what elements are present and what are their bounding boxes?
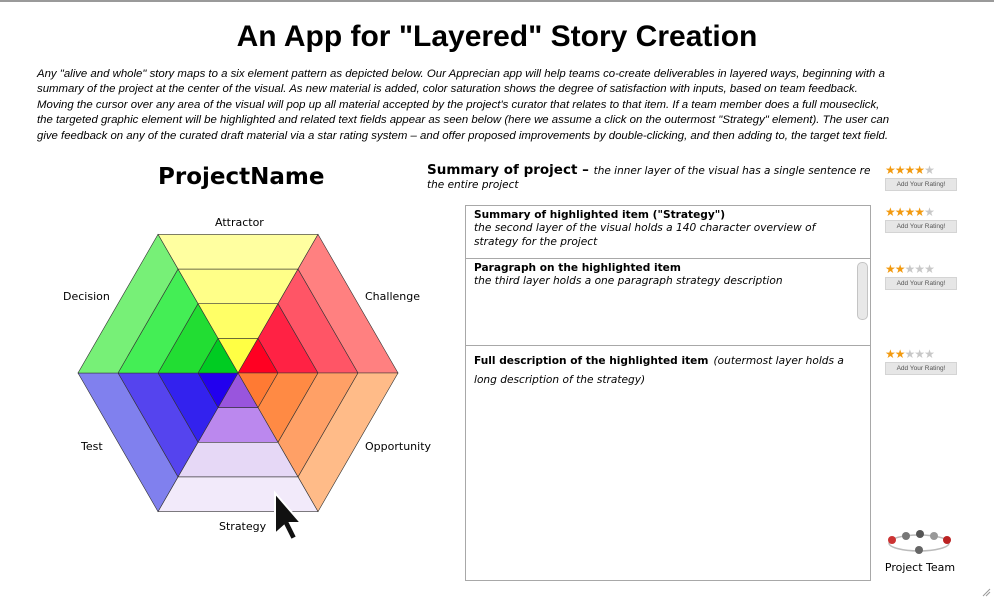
intro-line: the targeted graphic element will be highlighted and related text fields appear as seen below (here we assume a click on the outermost "Strategy" element). The user can [37, 114, 890, 127]
star-icon[interactable]: ★ [904, 205, 915, 219]
field-text: (outermost layer holds a long description of the strategy) [474, 355, 844, 386]
star-icon[interactable]: ★ [885, 163, 895, 177]
add-rating-button[interactable]: Add Your Rating! [885, 178, 957, 191]
star-icon[interactable]: ★ [904, 163, 915, 177]
star-icon[interactable]: ★ [904, 347, 915, 361]
star-icon[interactable]: ★ [894, 347, 905, 361]
summary-dash: – [577, 162, 594, 178]
rating-widget[interactable] [885, 206, 957, 232]
scrollbar[interactable] [857, 262, 868, 320]
attractor-layer-3[interactable] [178, 269, 298, 304]
star-icon[interactable]: ★ [894, 205, 905, 219]
field-heading: Full description of the highlighted item [474, 355, 709, 367]
star-icon-row[interactable] [885, 164, 957, 177]
full-description-field[interactable] [466, 346, 870, 390]
summary-item-field[interactable] [466, 206, 870, 259]
intro-line: Any "alive and whole" story maps to a six element pattern as depicted below. Our Apprecian app will help teams co-create deliverables in layered ways, beginning with a [37, 68, 885, 80]
star-icon[interactable]: ★ [914, 163, 925, 177]
add-rating-button[interactable]: Add Your Rating! [885, 362, 957, 375]
field-text: the second layer of the visual holds a 140 character overview of strategy for the project [474, 222, 816, 248]
star-icon[interactable]: ★ [924, 347, 934, 361]
intro-line: Moving the cursor over any area of the visual will pop up all material accepted by the project's curator that relates to that item. If a team member does a full mouseclick, [37, 98, 880, 111]
star-icon[interactable]: ★ [914, 262, 925, 276]
project-team-label[interactable]: Project Team [884, 561, 956, 574]
star-icon-row[interactable] [885, 206, 957, 219]
star-icon[interactable]: ★ [885, 205, 895, 219]
mouse-pointer-icon [272, 490, 302, 542]
label-test: Test [81, 440, 103, 453]
summary-text: the inner layer of the visual has a single sentence re the entire project [427, 165, 871, 191]
intro-line: summary of the project at the center of the visual. As new material is added, color saturation shows the degree of satisfaction with inputs, based on team feedback. [37, 83, 858, 96]
star-icon[interactable]: ★ [885, 262, 895, 276]
star-icon[interactable]: ★ [894, 163, 905, 177]
field-heading: Summary of highlighted item ("Strategy") [474, 209, 726, 221]
label-decision: Decision [63, 290, 110, 303]
project-summary[interactable] [427, 163, 877, 192]
star-icon[interactable]: ★ [924, 262, 934, 276]
star-icon[interactable]: ★ [914, 347, 925, 361]
intro-line: give feedback on any of the curated draft material via a star rating system – and offer proposed improvements by double-clicking, and then adding to, the target text field. [37, 129, 888, 142]
star-icon[interactable]: ★ [914, 205, 925, 219]
star-icon-row[interactable] [885, 263, 957, 276]
field-text: the third layer holds a one paragraph strategy description [474, 275, 783, 287]
star-icon[interactable]: ★ [924, 205, 934, 219]
resize-grip-icon[interactable] [981, 587, 991, 597]
star-icon[interactable]: ★ [894, 262, 905, 276]
page-title: An App for "Layered" Story Creation [236, 20, 758, 53]
label-challenge: Challenge [365, 290, 420, 303]
rating-widget[interactable] [885, 164, 957, 190]
star-icon[interactable]: ★ [904, 262, 915, 276]
rating-widget[interactable] [885, 263, 957, 289]
label-opportunity: Opportunity [365, 440, 432, 453]
field-heading: Paragraph on the highlighted item [474, 262, 681, 274]
add-rating-button[interactable]: Add Your Rating! [885, 277, 957, 290]
add-rating-button[interactable]: Add Your Rating! [885, 220, 957, 233]
attractor-layer-4[interactable] [158, 234, 318, 269]
star-icon[interactable]: ★ [885, 347, 895, 361]
summary-heading: Summary of project [427, 162, 578, 178]
rating-widget[interactable] [885, 348, 957, 374]
project-name[interactable]: ProjectName [158, 164, 325, 190]
star-icon[interactable]: ★ [924, 163, 934, 177]
team-circle-icon[interactable] [884, 528, 954, 556]
label-attractor: Attractor [215, 216, 264, 229]
star-icon-row[interactable] [885, 348, 957, 361]
text-fields-panel [465, 205, 871, 581]
label-strategy: Strategy [219, 520, 267, 533]
paragraph-field[interactable] [466, 259, 870, 346]
strategy-layer-3[interactable] [178, 442, 298, 477]
